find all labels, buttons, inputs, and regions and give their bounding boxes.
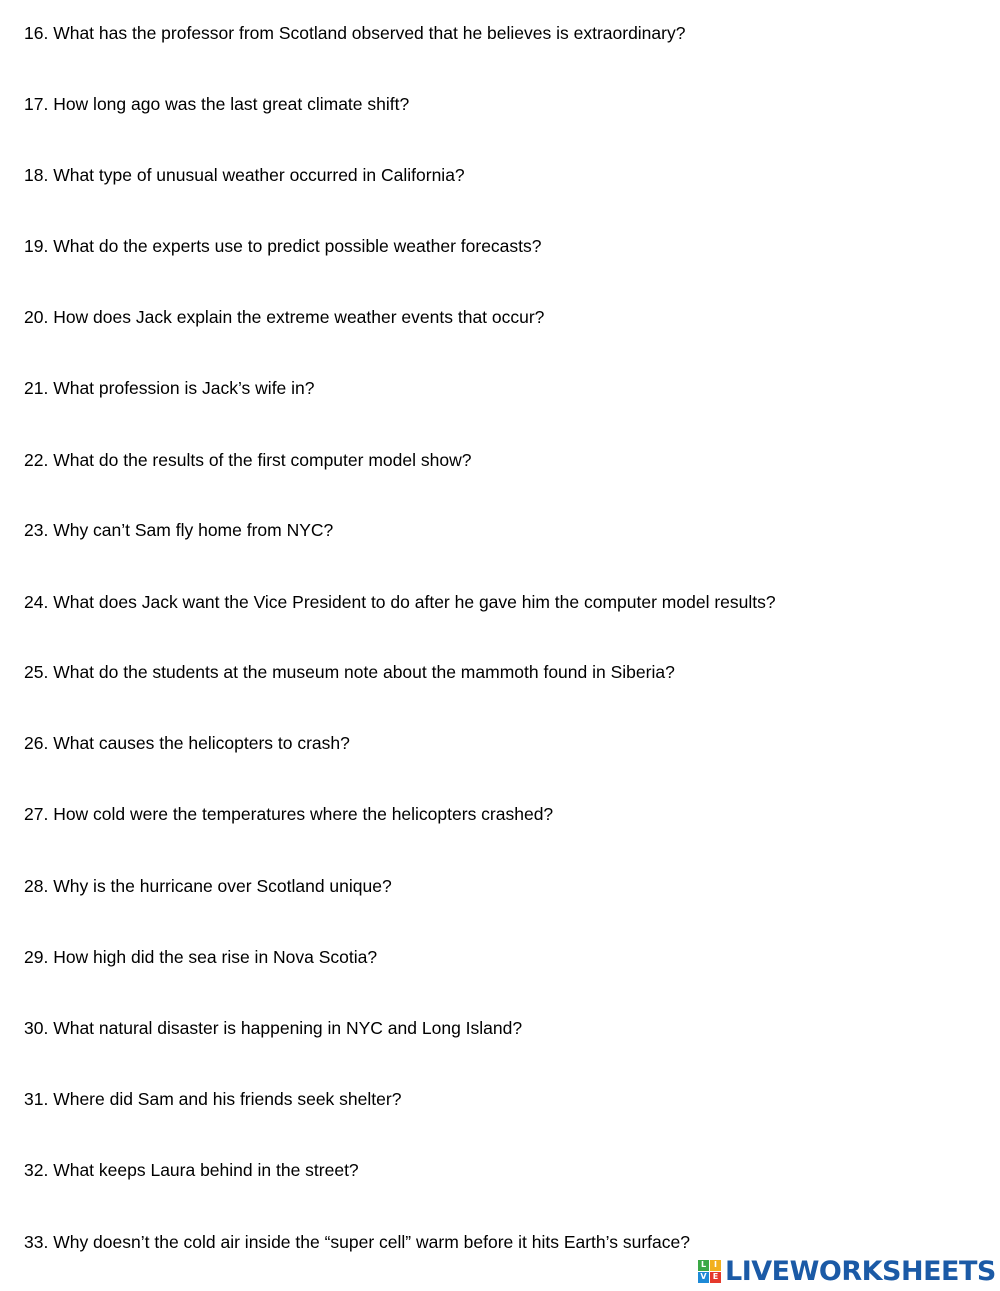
question-22: 22. What do the results of the first computer model show?: [24, 450, 472, 470]
liveworksheets-wordmark: LIVEWORKSHEETS: [725, 1255, 996, 1287]
question-23: 23. Why can’t Sam fly home from NYC?: [24, 520, 334, 540]
question-32: 32. What keeps Laura behind in the street?: [24, 1160, 359, 1180]
logo-tile-l: L: [698, 1260, 709, 1271]
logo-tile-v: V: [698, 1272, 709, 1283]
question-30: 30. What natural disaster is happening in NYC and Long Island?: [24, 1018, 523, 1038]
logo-tile-e: E: [710, 1272, 721, 1283]
question-20: 20. How does Jack explain the extreme weather events that occur?: [24, 307, 545, 327]
question-25: 25. What do the students at the museum note about the mammoth found in Siberia?: [24, 662, 675, 682]
question-28: 28. Why is the hurricane over Scotland unique?: [24, 876, 392, 896]
question-29: 29. How high did the sea rise in Nova Scotia?: [24, 947, 378, 967]
question-17: 17. How long ago was the last great climate shift?: [24, 94, 410, 114]
question-24: 24. What does Jack want the Vice President to do after he gave him the computer model results?: [24, 592, 776, 612]
liveworksheets-watermark: [698, 1257, 996, 1285]
question-21: 21. What profession is Jack’s wife in?: [24, 378, 315, 398]
question-33: 33. Why doesn’t the cold air inside the “super cell” warm before it hits Earth’s surface?: [24, 1232, 690, 1252]
question-31: 31. Where did Sam and his friends seek shelter?: [24, 1089, 402, 1109]
question-16: 16. What has the professor from Scotland observed that he believes is extraordinary?: [24, 23, 686, 43]
liveworksheets-logo-icon: [698, 1260, 721, 1283]
question-27: 27. How cold were the temperatures where the helicopters crashed?: [24, 804, 554, 824]
question-26: 26. What causes the helicopters to crash?: [24, 733, 350, 753]
logo-tile-i: I: [710, 1260, 721, 1271]
question-18: 18. What type of unusual weather occurred in California?: [24, 165, 465, 185]
question-19: 19. What do the experts use to predict possible weather forecasts?: [24, 236, 542, 256]
